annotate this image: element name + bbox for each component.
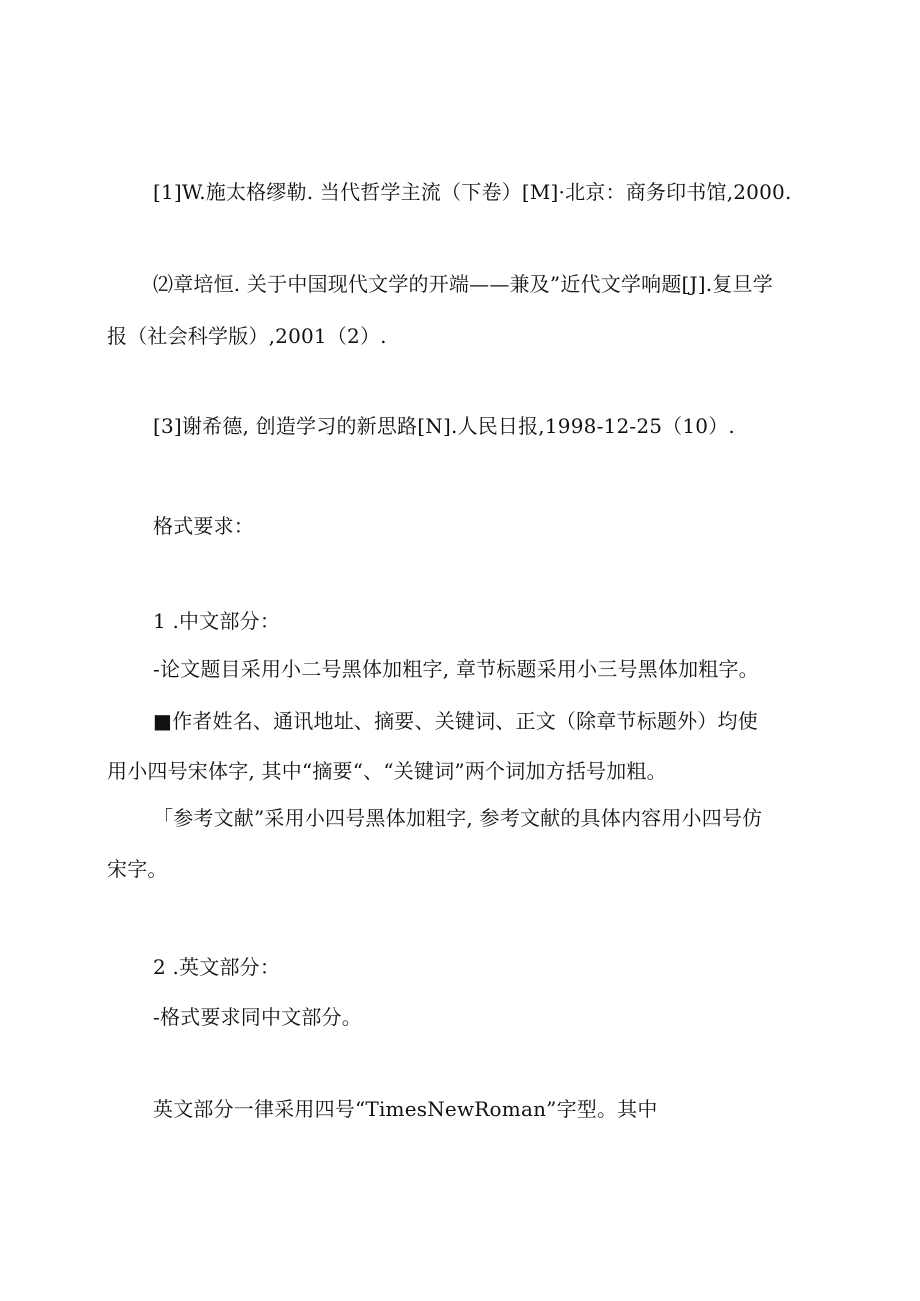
chinese-section-title: 1 .中文部分： [153, 609, 281, 633]
reference-2-line-1: ⑵章培恒. 关于中国现代文学的开端——兼及”近代文学响题[J].复旦学 [153, 272, 773, 296]
reference-1: [1]W.施太格缪勒. 当代哲学主流（下卷）[M]·北京：商务印书馆,2000. [153, 180, 792, 204]
chinese-item-1: -论文题目采用小二号黑体加粗字, 章节标题采用小三号黑体加粗字。 [153, 657, 759, 681]
english-section-title: 2 .英文部分： [153, 955, 281, 979]
reference-2-line-2: 报（社会科学版）,2001（2）. [107, 324, 387, 348]
format-heading: 格式要求： [153, 514, 254, 538]
reference-3: [3]谢希德, 创造学习的新思路[N].人民日报,1998-12-25（10）. [153, 414, 735, 438]
chinese-item-3-line-1: 「参考文献”采用小四号黑体加粗字, 参考文献的具体内容用小四号仿 [153, 806, 763, 830]
english-item-2: 英文部分一律采用四号“TimesNewRoman”字型。其中 [153, 1097, 658, 1121]
chinese-item-2-line-1: ■作者姓名、通讯地址、摘要、关键词、正文（除章节标题外）均使 [153, 709, 758, 733]
chinese-item-2-line-2: 用小四号宋体字, 其中“摘要“、“关键词”两个词加方括号加粗。 [107, 759, 667, 783]
chinese-item-3-line-2: 宋字。 [107, 857, 168, 881]
english-item-1: -格式要求同中文部分。 [153, 1005, 362, 1029]
